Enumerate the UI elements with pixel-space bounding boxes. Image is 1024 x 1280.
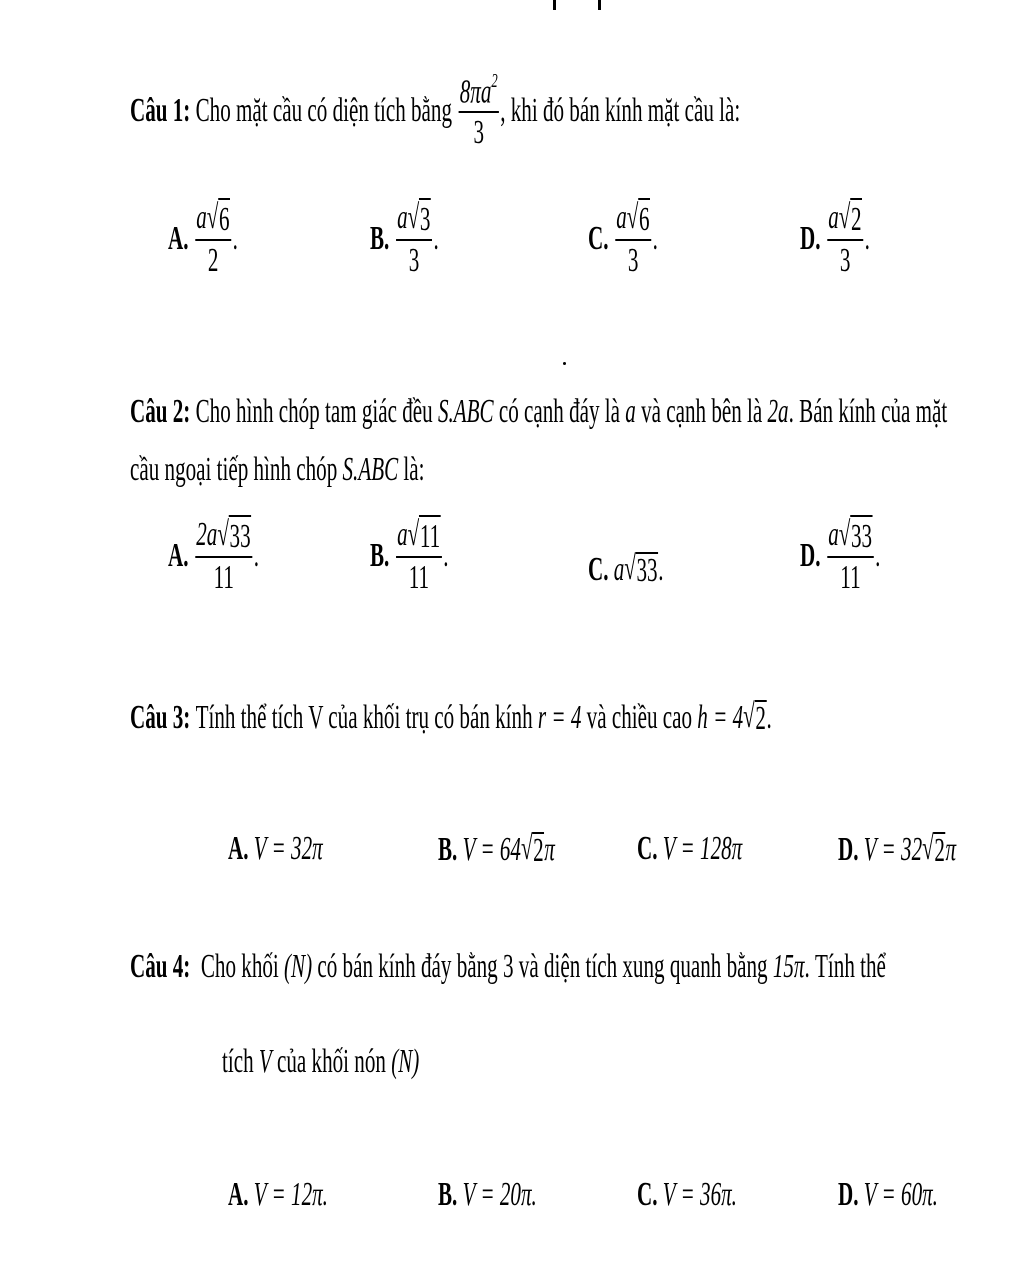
q1-text-before: Cho mặt cầu có diện tích bằng [195, 92, 452, 130]
q3-option-c[interactable]: C. V = 128π [637, 830, 743, 867]
stray-dot [563, 362, 566, 365]
q2-stem-line1: Câu 2: Cho hình chóp tam giác đều S.ABC có cạnh đáy là a và cạnh bên là 2a. Bán kính của mặt [130, 393, 948, 430]
q1-stem [130, 70, 1024, 152]
q2-option-a-fraction: 2a √ 33 11 [196, 516, 251, 597]
q4-option-a[interactable]: A. V = 12π. [228, 1176, 328, 1213]
q1-option-a[interactable]: A. a √ 6 2 . [168, 199, 238, 280]
q3-option-a[interactable]: A. V = 32π [228, 830, 323, 867]
q3-stem: Câu 3: Tính thể tích V của khối trụ có bán kính r = 4 và chiều cao h = 4 √ 2 . [130, 698, 772, 737]
q1-option-b[interactable]: B. a √ 3 3 . [370, 199, 439, 280]
q4-option-c[interactable]: C. V = 36π. [637, 1176, 737, 1213]
q4-option-b[interactable]: B. V = 20π. [438, 1176, 537, 1213]
q3-option-b[interactable]: B. V = 64 √ 2 π [438, 830, 555, 869]
q1-label: Câu 1: [130, 92, 191, 130]
page-mark-right [598, 0, 601, 10]
q4-label: Câu 4: [130, 948, 191, 985]
q1-option-a-fraction: a √ 6 2 [196, 199, 230, 280]
q1-text-after: , khi đó bán kính mặt cầu là: [500, 92, 741, 130]
q3-option-d[interactable]: D. V = 32 √ 2 π [838, 830, 957, 869]
q1-option-c-fraction: a √ 6 3 [616, 199, 650, 280]
q1-option-c[interactable]: C. a √ 6 3 . [588, 199, 658, 280]
q2-option-c[interactable]: C. a √ 33 . [588, 550, 664, 589]
q4-stem-line2: tích V của khối nón (N) [222, 1043, 420, 1080]
q2-option-a[interactable]: A. 2a √ 33 11 . [168, 516, 259, 597]
q1-option-d[interactable]: D. a √ 2 3 . [800, 199, 870, 280]
q4-option-d[interactable]: D. V = 60π. [838, 1176, 938, 1213]
q2-option-b-fraction: a √ 11 11 [397, 516, 441, 597]
q2-option-b[interactable]: B. a √ 11 11 . [370, 516, 449, 597]
q2-option-d[interactable]: D. a √ 33 11 . [800, 516, 881, 597]
q4-stem-line1: Câu 4: Cho khối (N) có bán kính đáy bằng 3 và diện tích xung quanh bằng 15π. Tính thể [130, 948, 886, 985]
q2-option-d-fraction: a √ 33 11 [828, 516, 873, 597]
page-mark-left [553, 0, 556, 10]
q2-label: Câu 2: [130, 393, 191, 430]
q1-option-d-fraction: a √ 2 3 [828, 199, 862, 280]
q1-option-b-fraction: a √ 3 3 [397, 199, 431, 280]
q1-area-fraction: $\frac{8\pi a^2}{3}$ [459, 70, 498, 152]
q2-stem-line2: cầu ngoại tiếp hình chóp S.ABC là: [130, 451, 425, 488]
q3-label: Câu 3: [130, 699, 191, 736]
